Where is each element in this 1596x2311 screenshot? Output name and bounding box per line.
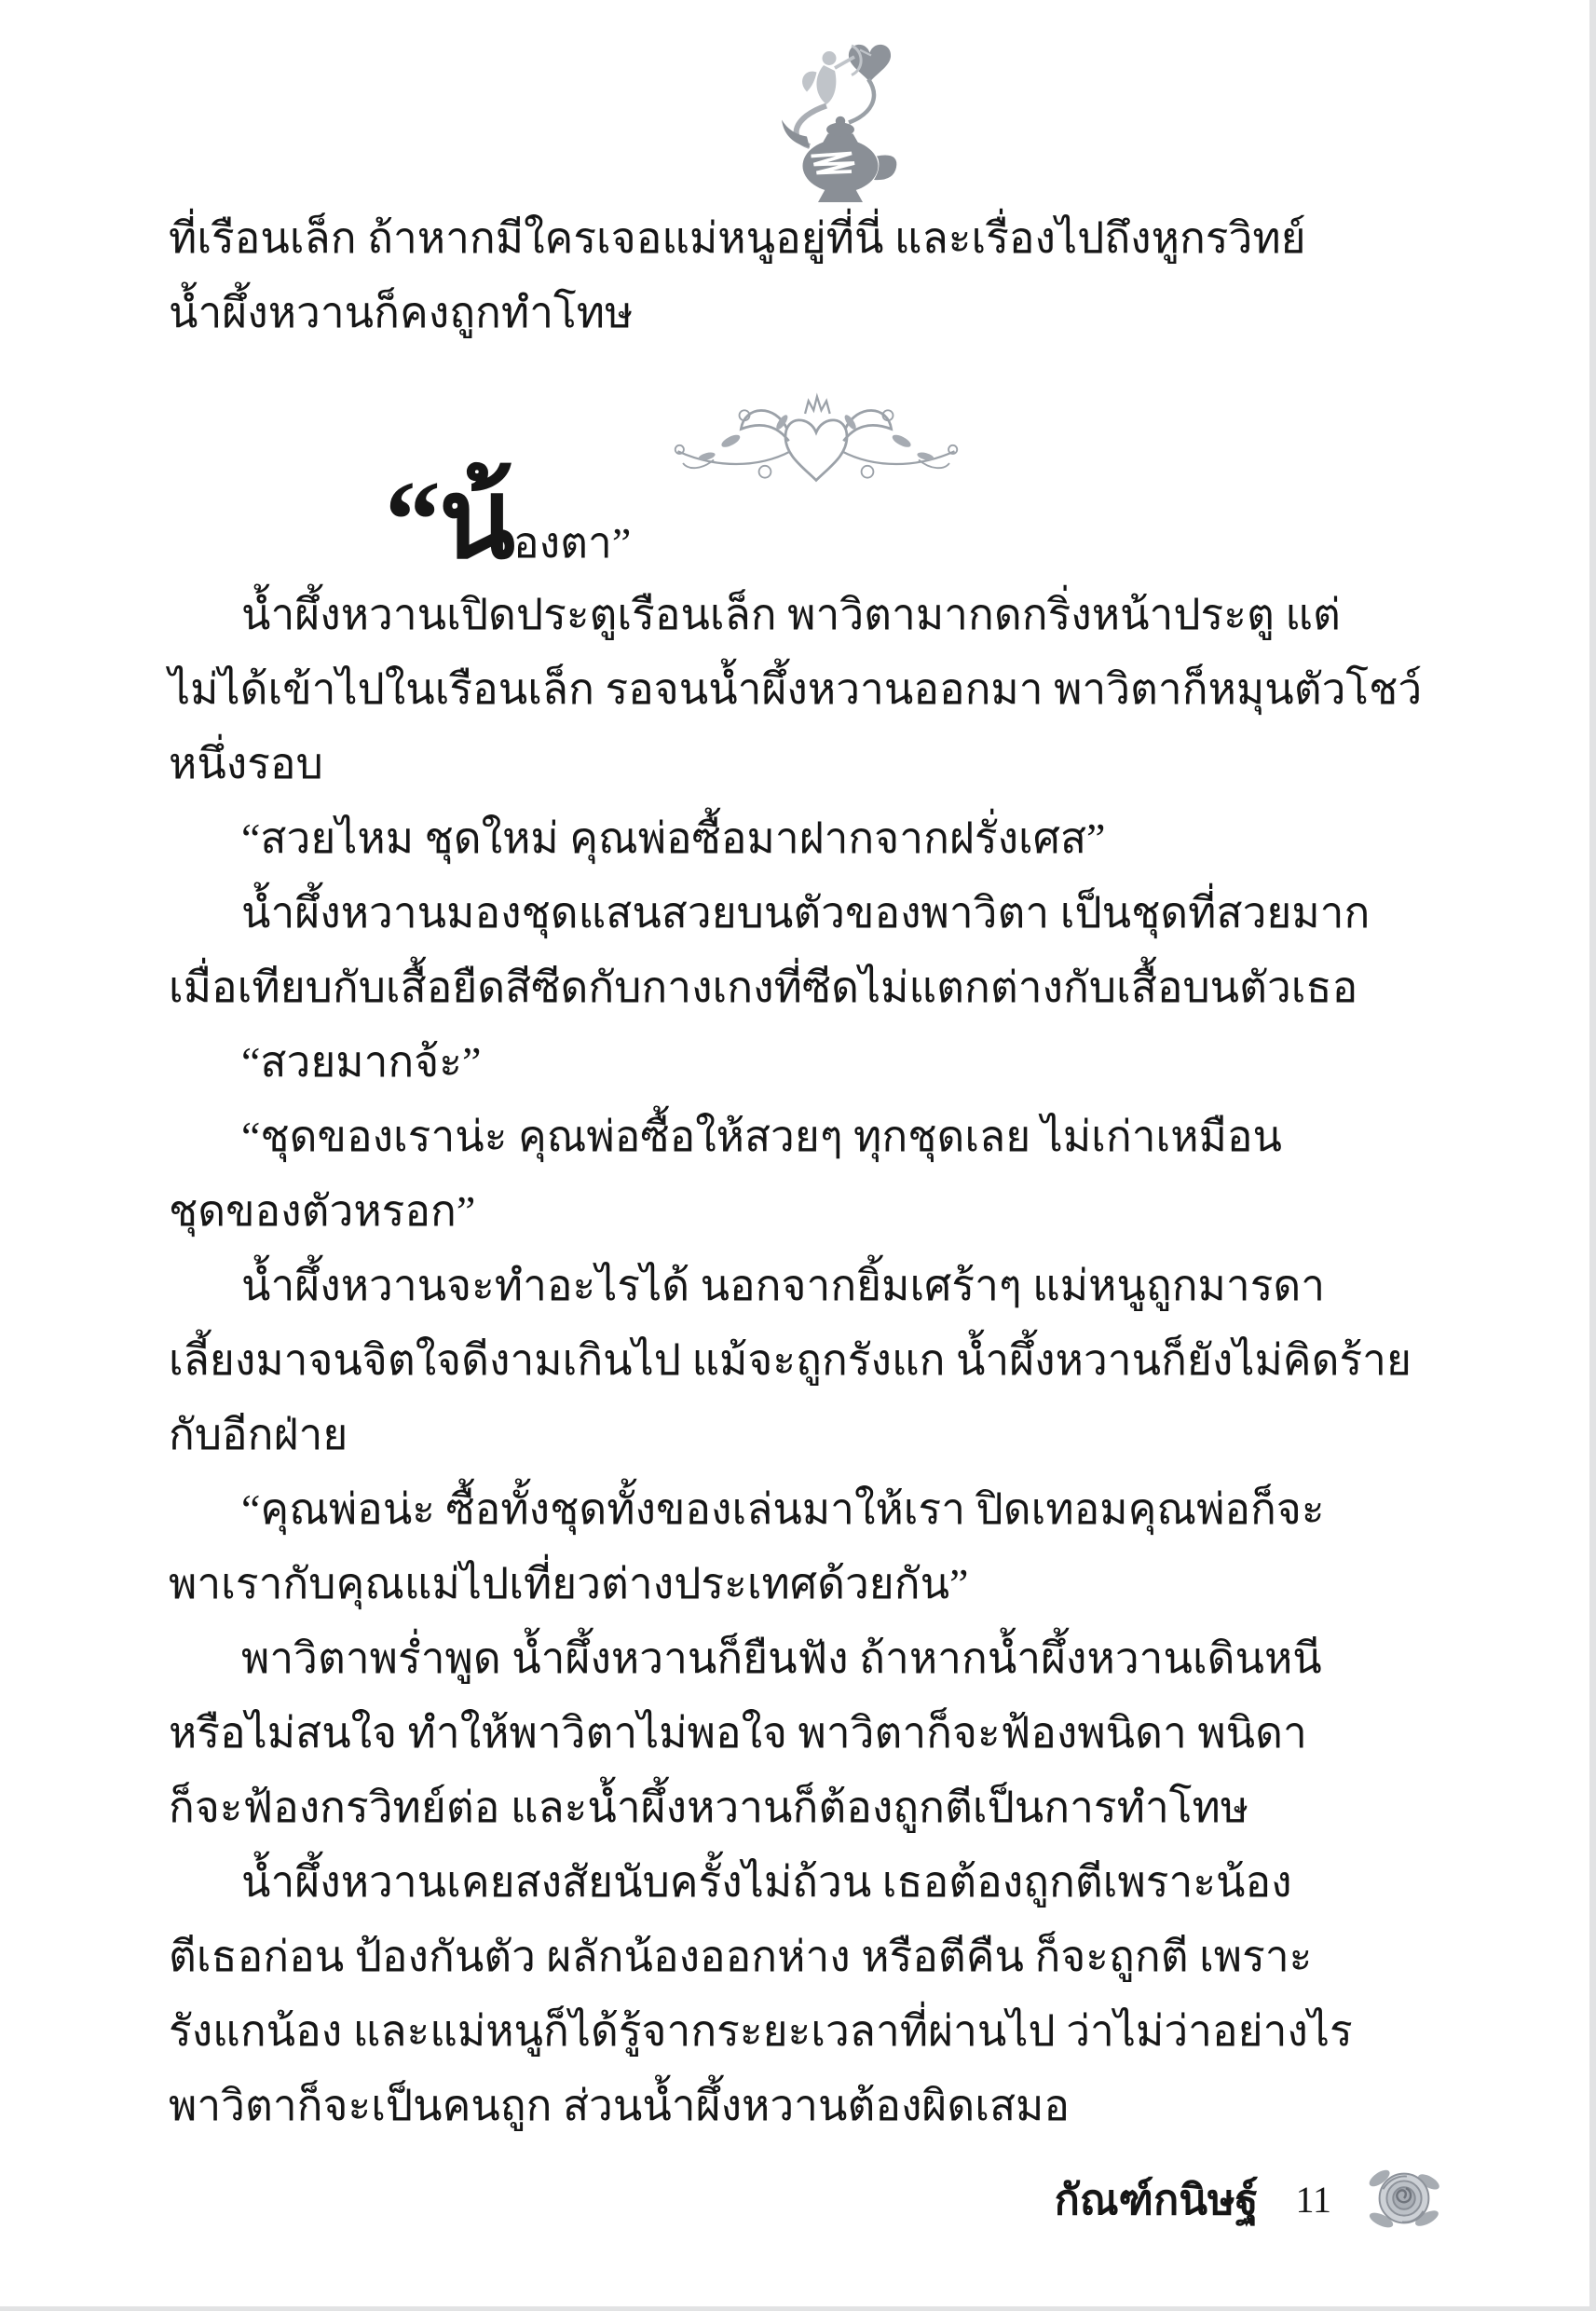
body-text-line: หนึ่งรอบ xyxy=(169,740,323,787)
body-text-line: ชุดของตัวหรอก” xyxy=(169,1187,476,1235)
page-number: 11 xyxy=(1295,2178,1331,2221)
body-text-line: พาเรากับคุณแม่ไปเที่ยวต่างประเทศด้วยกัน” xyxy=(169,1560,969,1607)
dropcap-line xyxy=(385,458,632,581)
heart-floral-icon xyxy=(662,384,970,503)
imprint-name: กัณฑ์กนิษฐ์ xyxy=(1054,2177,1259,2223)
body-text-line: เมื่อเทียบกับเสื้อยืดสีซีดกับกางเกงที่ซีดไม่แตกต่างกับเสื้อบนตัวเธอ xyxy=(169,964,1358,1011)
intro-text-line: ที่เรือนเล็ก ถ้าหากมีใครเจอแม่หนูอยู่ที่นี่ และเรื่องไปถึงหูกรวิทย์ xyxy=(169,214,1306,262)
body-text-line: น้ำผึ้งหวานมองชุดแสนสวยบนตัวของพาวิตา เป็นชุดที่สวยมาก xyxy=(241,889,1371,937)
body-text-line: น้ำผึ้งหวานเปิดประตูเรือนเล็ก พาวิตามากดกริ่งหน้าประตู แต่ xyxy=(241,591,1341,638)
body-text-line: “สวยไหม ชุดใหม่ คุณพ่อซื้อมาฝากจากฝรั่งเศส” xyxy=(241,814,1106,862)
body-text-line: พาวิตาก็จะเป็นคนถูก ส่วนน้ำผึ้งหวานต้องผิดเสมอ xyxy=(169,2082,1070,2129)
dropcap-close-quote: ” xyxy=(611,519,632,567)
body-text-line: ตีเธอก่อน ป้องกันตัว ผลักน้องออกห่าง หรือตีคืน ก็จะถูกตี เพราะ xyxy=(169,1933,1313,1980)
cupid-genie-lamp-icon xyxy=(768,35,907,218)
body-text-line: เลี้ยงมาจนจิตใจดีงามเกินไป แม้จะถูกรังแก น้ำผึ้งหวานก็ยังไม่คิดร้าย xyxy=(169,1336,1412,1384)
body-text-line: ก็จะฟ้องกรวิทย์ต่อ และน้ำผึ้งหวานก็ต้องถูกตีเป็นการทำโทษ xyxy=(169,1784,1249,1831)
body-text-line: “สวยมากจ้ะ” xyxy=(241,1038,482,1086)
body-text-line: “ชุดของเราน่ะ คุณพ่อซื้อให้สวยๆ ทุกชุดเลย ไม่เก่าเหมือน xyxy=(241,1113,1282,1160)
body-text-line: “คุณพ่อน่ะ ซื้อทั้งชุดทั้งของเล่นมาให้เรา ปิดเทอมคุณพ่อก็จะ xyxy=(241,1485,1325,1533)
rose-icon xyxy=(1363,2158,1445,2240)
intro-text-line: น้ำผึ้งหวานก็คงถูกทำโทษ xyxy=(169,289,634,336)
body-text-line: รังแกน้อง และแม่หนูก็ได้รู้จากระยะเวลาที่ผ่านไป ว่าไม่ว่าอย่างไร xyxy=(169,2007,1353,2055)
dropcap-initial: “น้ xyxy=(385,458,514,581)
section-divider-ornament xyxy=(169,384,1464,503)
body-text-line: กับอีกฝ่าย xyxy=(169,1411,348,1458)
body-text-line: น้ำผึ้งหวานจะทำอะไรได้ นอกจากยิ้มเศร้าๆ แม่หนูถูกมารดา xyxy=(241,1262,1326,1309)
dropcap-rest: องตา xyxy=(513,519,612,567)
body-text-line: น้ำผึ้งหวานเคยสงสัยนับครั้งไม่ถ้วน เธอต้องถูกตีเพราะน้อง xyxy=(241,1858,1292,1906)
body-text-line: ไม่ได้เข้าไปในเรือนเล็ก รอจนน้ำผึ้งหวานออกมา พาวิตาก็หมุนตัวโชว์ xyxy=(169,665,1423,713)
body-text-line: หรือไม่สนใจ ทำให้พาวิตาไม่พอใจ พาวิตาก็จะฟ้องพนิดา พนิดา xyxy=(169,1709,1307,1757)
intro-paragraph xyxy=(169,201,1464,350)
page-header-ornament xyxy=(0,35,1596,218)
page-footer xyxy=(0,2158,1596,2240)
body-paragraphs xyxy=(169,578,1464,2143)
body-text-line: พาวิตาพร่ำพูด น้ำผึ้งหวานก็ยืนฟัง ถ้าหากน้ำผึ้งหวานเดินหนี xyxy=(241,1634,1322,1682)
